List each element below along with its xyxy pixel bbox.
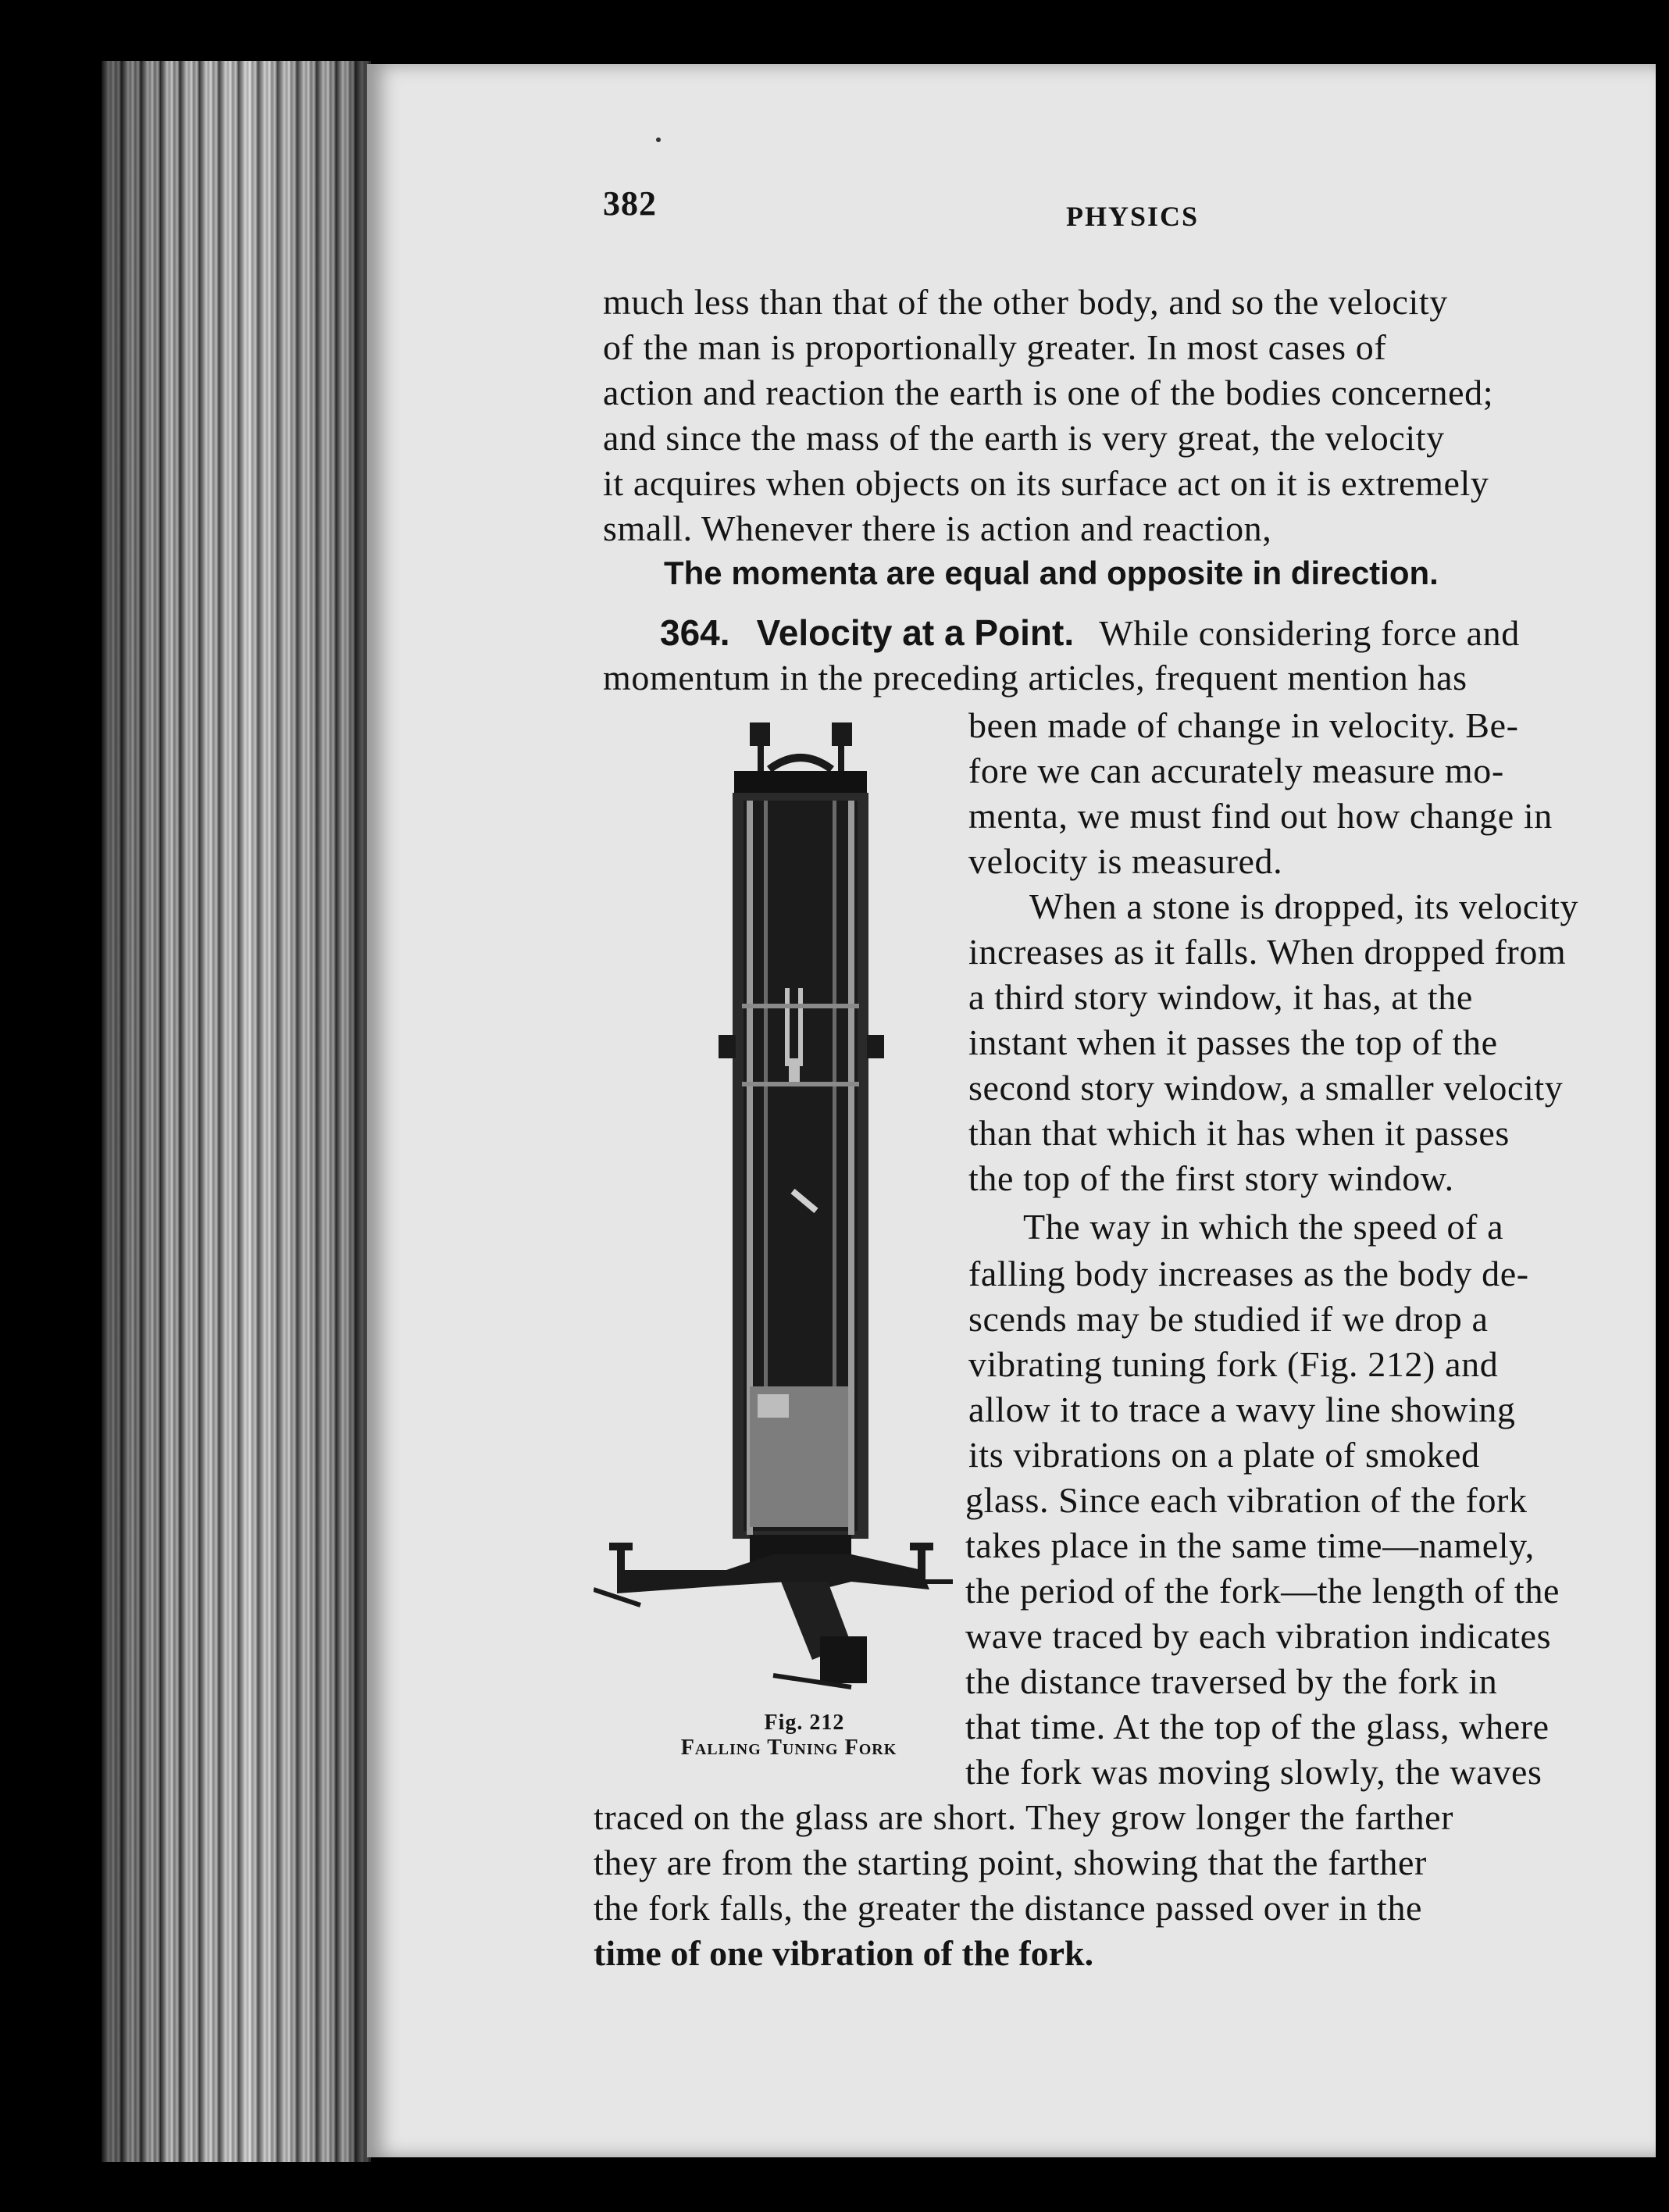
body-line: the fork was moving slowly, the waves [965, 1752, 1542, 1792]
body-line: they are from the starting point, showing that the farther [594, 1843, 1427, 1882]
body-line: wave traced by each vibration indicates [965, 1616, 1552, 1656]
body-line: vibrating tuning fork (Fig. 212) and [968, 1344, 1499, 1384]
section-title: Velocity at a Point. [756, 612, 1075, 653]
body-line: fore we can accurately measure mo- [968, 751, 1504, 790]
body-line: and since the mass of the earth is very great, the velocity [603, 418, 1445, 458]
book-page-edges [102, 61, 371, 2162]
body-line: of the man is proportionally greater. In most cases of [603, 327, 1387, 367]
body-line: it acquires when objects on its surface act on it is extremely [603, 463, 1489, 503]
body-line: action and reaction the earth is one of the bodies concerned; [603, 373, 1494, 412]
body-line: the period of the fork—the length of the [965, 1571, 1560, 1611]
law-statement: The momenta are equal and opposite in direction. [664, 555, 1439, 591]
body-line: the distance traversed by the fork in [965, 1661, 1498, 1701]
body-line: than that which it has when it passes [968, 1113, 1510, 1153]
page-number: 382 [603, 184, 657, 223]
body-line: second story window, a smaller velocity [968, 1068, 1564, 1108]
body-line: much less than that of the other body, and so the velocity [603, 282, 1448, 322]
body-line: momentum in the preceding articles, frequent mention has [603, 658, 1468, 697]
speck [656, 137, 661, 142]
figure-caption: Falling Tuning Fork [680, 1736, 897, 1760]
body-line: When a stone is dropped, its velocity [1029, 887, 1579, 926]
body-line: velocity is measured. [968, 841, 1283, 881]
body-line: allow it to trace a wavy line showing [968, 1390, 1516, 1429]
body-line: scends may be studied if we drop a [968, 1299, 1489, 1339]
body-line: time of one vibration of the fork. [594, 1933, 1094, 1973]
body-line: been made of change in velocity. Be- [968, 705, 1519, 745]
section-heading-line [660, 612, 1520, 654]
falling-tuning-fork-illustration [594, 722, 953, 1711]
body-line: The way in which the speed of a [1023, 1207, 1504, 1247]
body-line: that time. At the top of the glass, where [965, 1707, 1550, 1746]
section-lead: While considering force and [1099, 613, 1520, 653]
body-line: traced on the glass are short. They grow longer the farther [594, 1797, 1454, 1837]
body-line: the top of the first story window. [968, 1158, 1454, 1198]
body-line: increases as it falls. When dropped from [968, 932, 1567, 972]
body-line: takes place in the same time—namely, [965, 1525, 1535, 1565]
body-line: falling body increases as the body de- [968, 1254, 1529, 1293]
body-line: glass. Since each vibration of the fork [965, 1480, 1528, 1520]
body-line: a third story window, it has, at the [968, 977, 1473, 1017]
body-line: its vibrations on a plate of smoked [968, 1435, 1480, 1475]
figure-label: Fig. 212 [764, 1711, 845, 1735]
body-line: the fork falls, the greater the distance passed over in the [594, 1888, 1423, 1928]
body-line: small. Whenever there is action and reaction, [603, 508, 1272, 548]
body-line: instant when it passes the top of the [968, 1022, 1498, 1062]
section-number: 364. [660, 612, 730, 653]
body-line: menta, we must find out how change in [968, 796, 1553, 836]
running-head: PHYSICS [1066, 201, 1200, 232]
